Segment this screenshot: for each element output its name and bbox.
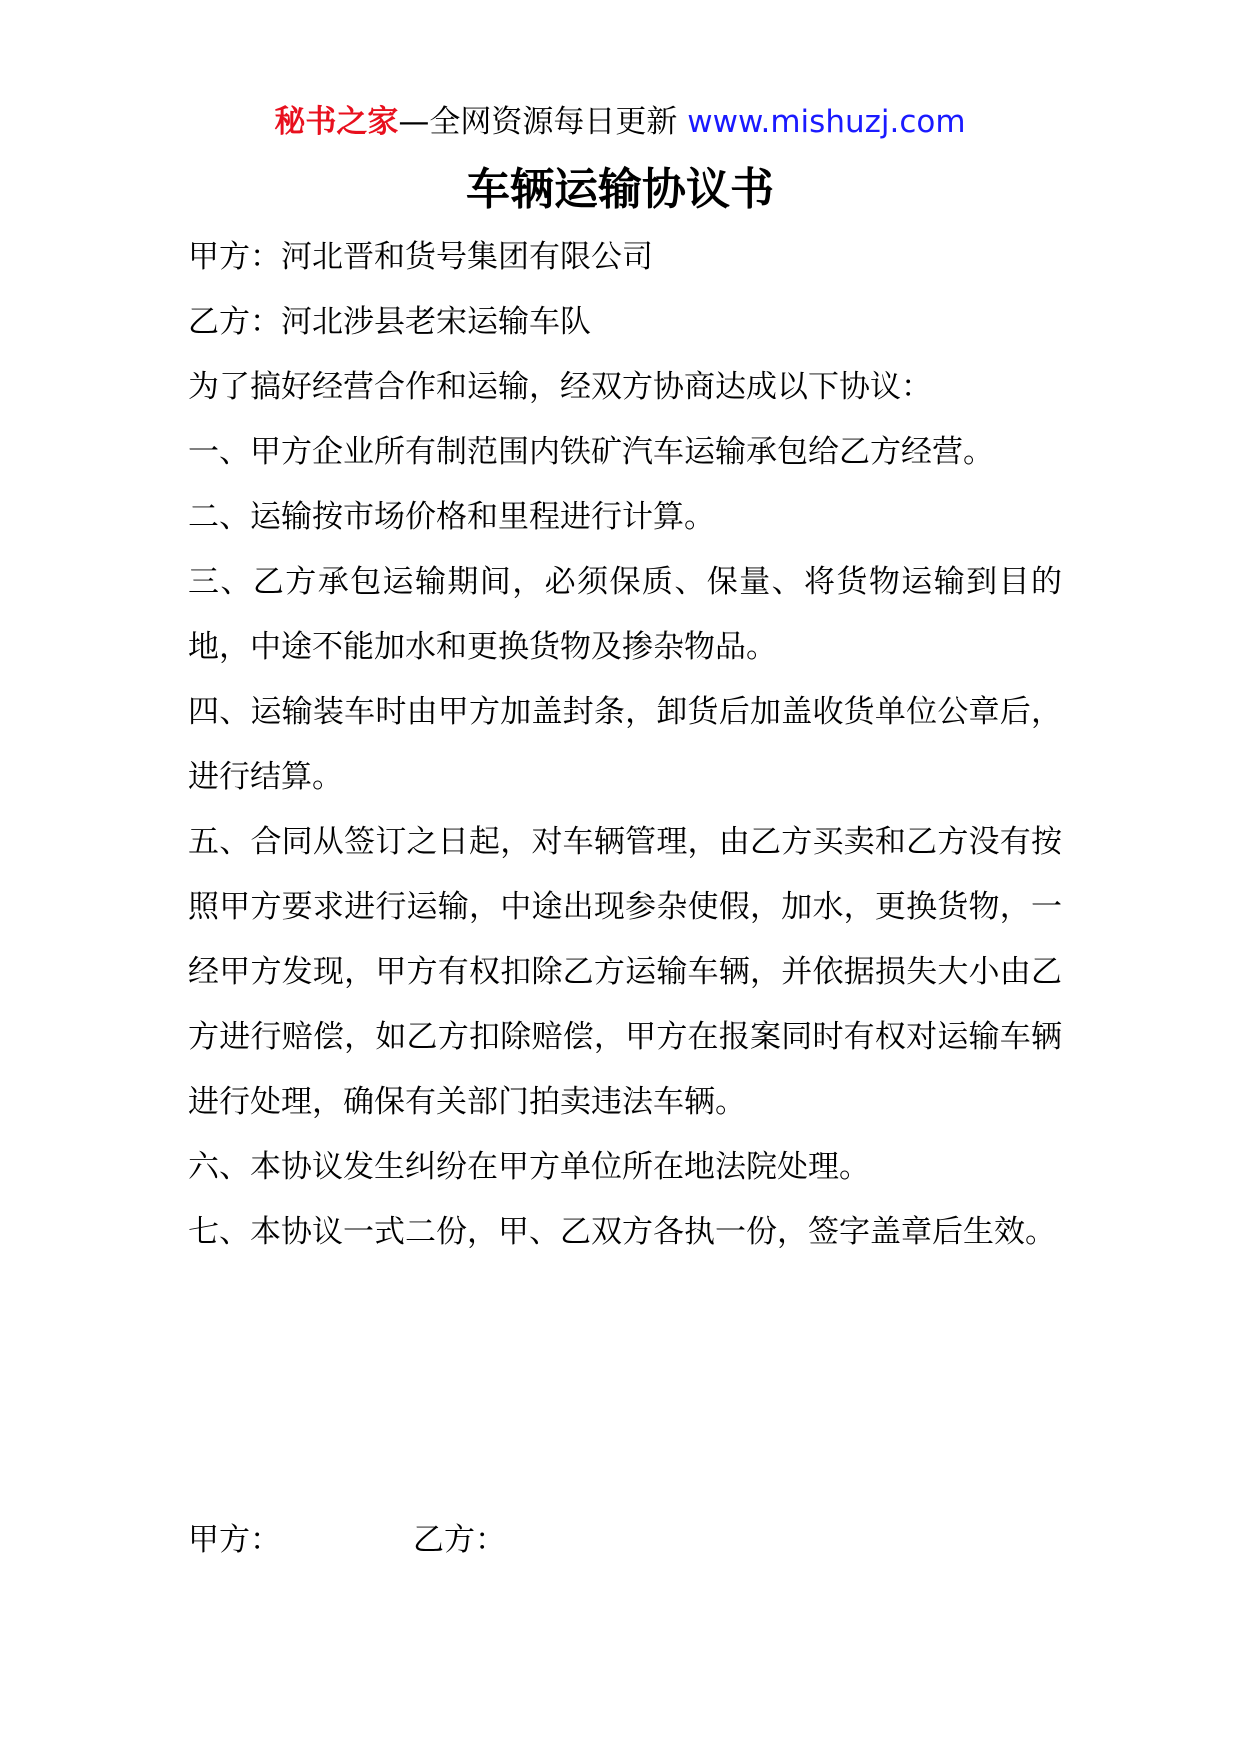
- brand-name: 秘书之家: [274, 104, 399, 140]
- intro-paragraph: 为了搞好经营合作和运输，经双方协商达成以下协议：: [188, 369, 932, 405]
- party-a-signature-label: 甲方：: [188, 1522, 281, 1558]
- site-url-link[interactable]: www.mishuzj.com: [687, 104, 966, 140]
- party-a-line: 甲方：河北晋和货号集团有限公司: [188, 239, 653, 275]
- party-b-line: 乙方：河北涉县老宋运输车队: [188, 304, 591, 340]
- clause-3: 三、乙方承包运输期间，必须保质、保量、将货物运输到目的地，中途不能加水和更换货物及掺杂物品。: [188, 564, 1062, 665]
- document-title: 车辆运输协议书: [466, 164, 774, 215]
- clause-1: 一、甲方企业所有制范围内铁矿汽车运输承包给乙方经营。: [188, 434, 994, 470]
- clause-4: 四、运输装车时由甲方加盖封条，卸货后加盖收货单位公章后，进行结算。: [188, 694, 1062, 795]
- clause-6: 六、本协议发生纠纷在甲方单位所在地法院处理。: [188, 1149, 870, 1185]
- clause-2: 二、运输按市场价格和里程进行计算。: [188, 499, 715, 535]
- party-b-signature-label: 乙方：: [413, 1522, 506, 1558]
- site-header: [0, 100, 1240, 144]
- header-slogan: —全网资源每日更新: [398, 104, 678, 140]
- clause-5: 五、合同从签订之日起，对车辆管理，由乙方买卖和乙方没有按照甲方要求进行运输，中途出现参杂使假，加水，更换货物，一经甲方发现，甲方有权扣除乙方运输车辆，并依据损失大小由乙方进行赔偿，如乙方扣除赔偿，甲方在报案同时有权对运输车辆进行处理，确保有关部门拍卖违法车辆。: [188, 824, 1062, 1120]
- document-body: [188, 225, 1062, 1265]
- clause-7: 七、本协议一式二份，甲、乙双方各执一份，签字盖章后生效。: [188, 1214, 1056, 1250]
